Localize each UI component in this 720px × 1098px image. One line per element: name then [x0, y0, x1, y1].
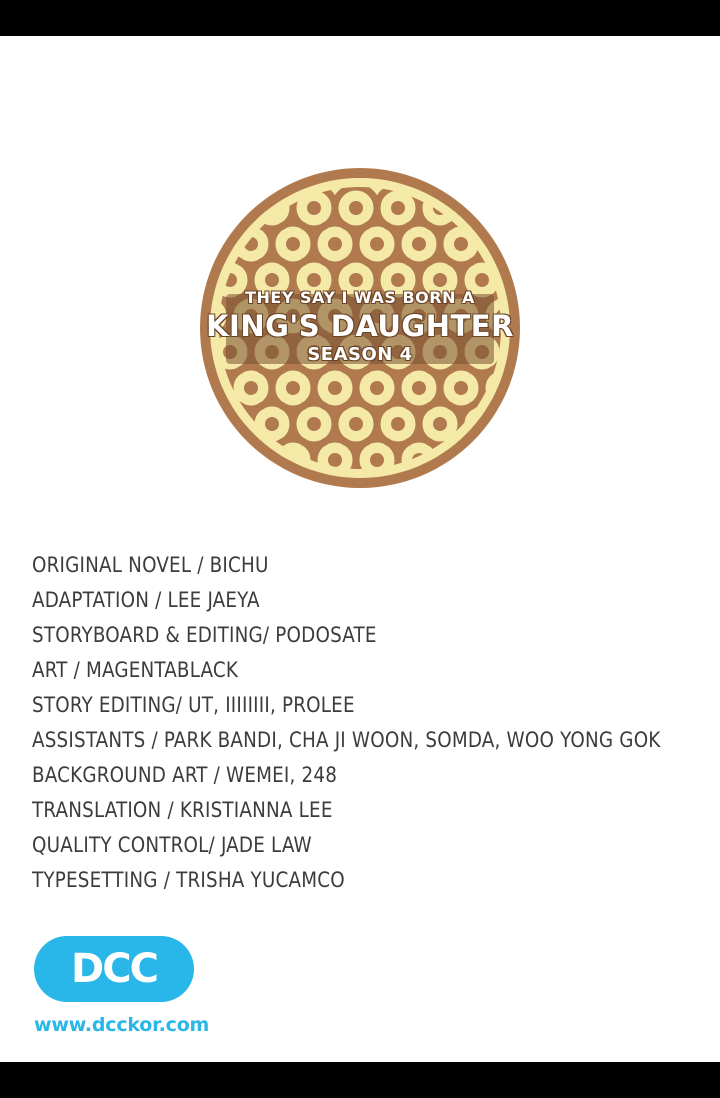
site-url-link[interactable]: www.dcckor.com [34, 1014, 210, 1036]
title-line-3: SEASON 4 [307, 344, 413, 365]
credit-line: STORY EDITING/ UT, IIIIIIII, PROLEE [32, 693, 355, 717]
dcc-logo-icon [34, 936, 194, 1002]
footer-branding [34, 936, 374, 1036]
title-emblem [0, 168, 720, 488]
credit-line: ORIGINAL NOVEL / BICHU [32, 553, 269, 577]
credit-line: QUALITY CONTROL/ JADE LAW [32, 833, 312, 857]
credit-line: ART / MAGENTABLACK [32, 658, 239, 682]
comic-credits-sheet [0, 36, 720, 1062]
credit-line: ASSISTANTS / PARK BANDI, CHA JI WOON, SOMDA, WOO YONG GOK [32, 728, 661, 752]
credit-line: ADAPTATION / LEE JAEYA [32, 588, 260, 612]
credits-list [32, 548, 692, 898]
title-line-1: THEY SAY I WAS BORN A [245, 288, 475, 307]
dcc-logo-text: DCC [71, 946, 157, 992]
credit-line: BACKGROUND ART / WEMEI, 248 [32, 763, 338, 787]
title-line-2: KING'S DAUGHTER [206, 309, 514, 343]
credit-line: STORYBOARD & EDITING/ PODOSATE [32, 623, 377, 647]
credit-line: TYPESETTING / TRISHA YUCAMCO [32, 868, 345, 892]
credit-line: TRANSLATION / KRISTIANNA LEE [32, 798, 333, 822]
emblem-title-text [200, 288, 520, 366]
